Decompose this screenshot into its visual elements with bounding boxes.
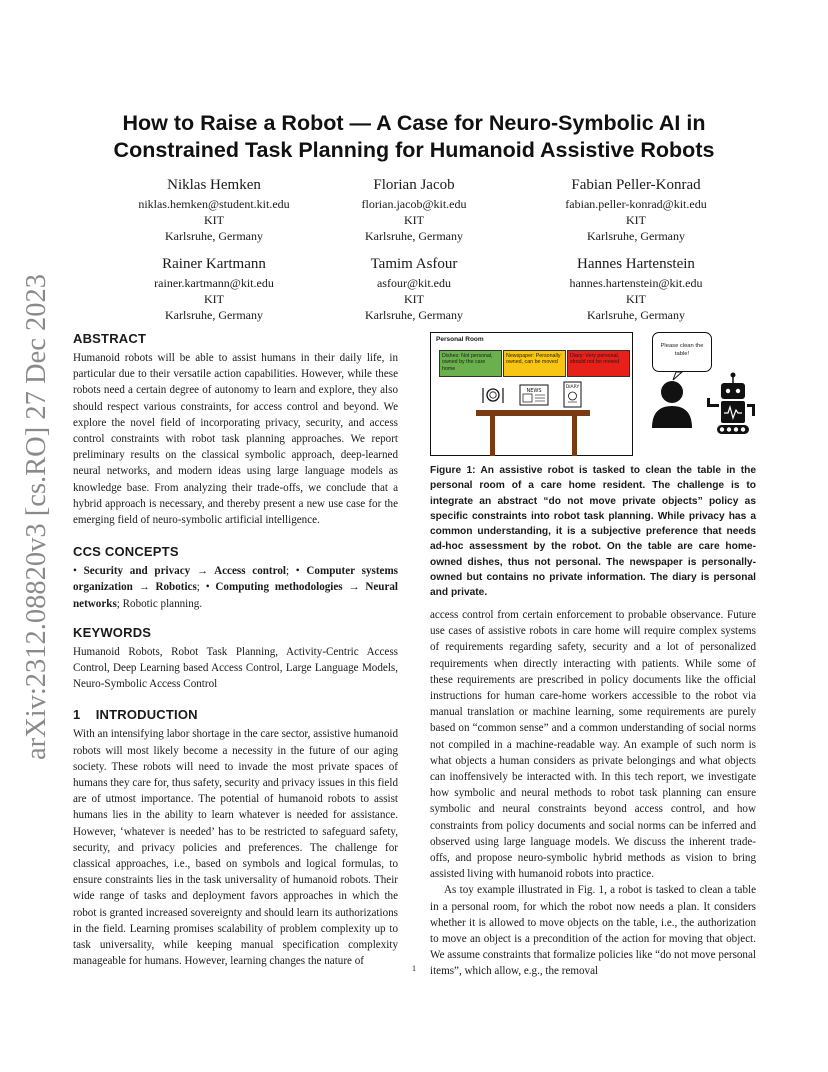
author-email: asfour@kit.edu bbox=[376, 276, 452, 290]
speech-bubble: Please clean the table! bbox=[652, 332, 712, 372]
author-location: Karlsruhe, Germany bbox=[587, 229, 685, 243]
author-name: Niklas Hemken bbox=[167, 177, 261, 193]
author-affiliation: KIT bbox=[404, 292, 424, 306]
author-location: Karlsruhe, Germany bbox=[165, 229, 263, 243]
author-block bbox=[516, 176, 756, 244]
ccs-concept: Robotic planning bbox=[122, 597, 200, 610]
abstract-heading: ABSTRACT bbox=[73, 331, 147, 346]
table-icon bbox=[476, 410, 590, 456]
keywords-heading: KEYWORDS bbox=[73, 624, 152, 640]
diary-label: DIARY bbox=[565, 384, 579, 390]
note-text: Newspaper: Personally owned, can be moved bbox=[506, 353, 561, 366]
ccs-concept: Security and privacy → Access control bbox=[83, 565, 286, 578]
figure-caption: Figure 1: An assistive robot is tasked to clean the table in the personal room of a care home resident. The challenge is to integrate an abstract “do not move private objects” policy as specific constraints into robot task planning. While privacy has a common understanding, it is a subjective preference that needs ad-hoc assessment by the robot. On the table are care home-owned dishes, thus not personal. The newspaper is personally-owned but contains no private information. The diary is personal and private. bbox=[430, 465, 756, 599]
newspaper-icon bbox=[520, 385, 548, 405]
author-location: Karlsruhe, Germany bbox=[365, 229, 463, 243]
figure-1 bbox=[430, 330, 760, 460]
dishes-icon bbox=[483, 388, 503, 403]
author-affiliation: KIT bbox=[404, 213, 424, 227]
author-location: Karlsruhe, Germany bbox=[365, 308, 463, 322]
author-name: Hannes Hartenstein bbox=[577, 256, 695, 272]
ccs-concept: Computer systems organization → Robotics bbox=[73, 565, 398, 594]
note-text: Dishes: Not personal, owned by the care home bbox=[442, 353, 493, 372]
author-affiliation: KIT bbox=[626, 213, 646, 227]
person-icon bbox=[652, 381, 692, 428]
author-block bbox=[294, 255, 534, 323]
author-location: Karlsruhe, Germany bbox=[165, 308, 263, 322]
author-email: florian.jacob@kit.edu bbox=[361, 197, 467, 211]
ccs-concepts: • Security and privacy → Access control; • Computer systems organization → Robotics; • Computing methodologies → Neural networks; Robotic planning. bbox=[73, 565, 399, 610]
note-text: Diary: Very personal, should not be moved bbox=[570, 353, 620, 366]
robot-icon bbox=[707, 373, 755, 435]
intro-paragraph: With an intensifying labor shortage in the care sector, assistive humanoid robots will most likely become a necessity in the future of our aging society. These robots will need to invade the most private spaces of humans they care for, thus safety, security and privacy issues in this field are of utmost importance. The potential of humanoid robots to assist humans lies in the ability to learn whatever is needed for assistance. However, ‘whatever is needed’ has to be restricted to safeguard safety, security, and privacy policies and preferences. The challenge for classical approaches, i.e., based on symbols and logical formulas, to ensure constraints lies in the task universality of humanoid robots. Their wide range of tasks and deployment favors approaches in which the robot is granted increased sovereignty and should learn its authorizations in the field. Learning promises scalability of problem complexity up to task universality, while keeping manual specification complexity manageable for humans. However, learning changes the nature of bbox=[73, 728, 398, 968]
arxiv-identifier: arXiv:2312.08820v3 [cs.RO] 27 Dec 2023 bbox=[21, 273, 52, 760]
author-name: Florian Jacob bbox=[373, 177, 455, 193]
bubble-tail bbox=[673, 372, 682, 380]
ccs-concept: Computing methodologies → Neural networks bbox=[73, 581, 399, 610]
section-title: INTRODUCTION bbox=[95, 707, 198, 723]
intro-paragraph: access control from certain enforcement to probable observance. Future use cases of assistive robots in care home will require complex systems of requirements regarding safety, security and a lot of personalized requirements when directly interacting with patients. While some of these requirements are prescribed in policy documents like the official instructions for human care-home workers accessible to the robot via manual translation or machine learning, some requirements are purely based on “common sense” and a common understanding of social norms not compiled in a machine-readable way. An example of such norm is what objects a human considers as private belongings and what objects can inoffensively be interacted with. In this tech report, we investigate how symbolic and neural methods to robot task planning can ensure symbolic and neural constraints beyond access control, and how constraints from policy documents and social norms can be inferred and observed using large language models. We discuss the inherent trade-offs, and propose neuro-symbolic hybrid methods as vision to bring assisted living with humanoid robots into practice. bbox=[430, 609, 756, 881]
author-affiliation: KIT bbox=[204, 292, 224, 306]
room-label: Personal Room bbox=[436, 336, 484, 343]
author-name: Fabian Peller-Konrad bbox=[571, 177, 701, 193]
keywords-text: Humanoid Robots, Robot Task Planning, Activity-Centric Access Control, Deep Learning based Access Control, Large Language Models, Neuro-Symbolic Access Control bbox=[73, 645, 398, 691]
author-block bbox=[516, 255, 756, 323]
author-email: niklas.hemken@student.kit.edu bbox=[138, 197, 290, 211]
paper-title: How to Raise a Robot — A Case for Neuro-Symbolic AI in Constrained Task Planning for Humanoid Assistive Robots bbox=[113, 111, 715, 162]
page-number: 1 bbox=[412, 964, 416, 973]
author-affiliation: KIT bbox=[204, 213, 224, 227]
author-name: Tamim Asfour bbox=[370, 256, 458, 272]
author-email: hannes.hartenstein@kit.edu bbox=[569, 276, 703, 290]
section-number: 1 bbox=[73, 707, 81, 723]
intro-paragraph: As toy example illustrated in Fig. 1, a robot is tasked to clean a table in a personal room, for which the robot now needs a plan. It considers whether it is allowed to move objects on the table, i.e., the authorization to move an object is a precondition of the action for moving that object. We assume constraints that formalize policies like “do not move personal items”, which allow, e.g., the removal bbox=[430, 884, 756, 978]
author-email: rainer.kartmann@kit.edu bbox=[154, 276, 274, 290]
newspaper-label: NEWS bbox=[525, 387, 542, 394]
abstract-text: Humanoid robots will be able to assist humans in their daily life, in particular due to their versatile action capabilities. However, while these robots need a certain degree of autonomy to learn and explore, they also should respect various constraints, for access control and beyond. We explore the novel field of incorporating privacy, security, and access control constraints with robot task planning approaches. We report preliminary results on the classical symbolic approach, deep-learned neural networks, and modern ideas using large language models as knowledge base. From analyzing their trade-offs, we conclude that a hybrid approach is necessary, and thereby present a new use case for the emerging field of neuro-symbolic artificial intelligence. bbox=[73, 352, 398, 527]
intro-heading bbox=[73, 707, 398, 723]
left-column bbox=[73, 331, 398, 970]
diary-icon bbox=[564, 382, 581, 407]
personal-room-box bbox=[430, 332, 633, 456]
author-email: fabian.peller-konrad@kit.edu bbox=[565, 197, 707, 211]
author-block bbox=[294, 176, 534, 244]
right-column bbox=[430, 607, 756, 980]
room-scene bbox=[430, 332, 633, 456]
author-location: Karlsruhe, Germany bbox=[587, 308, 685, 322]
author-name: Rainer Kartmann bbox=[162, 256, 266, 272]
ccs-heading: CCS CONCEPTS bbox=[73, 544, 179, 560]
author-affiliation: KIT bbox=[626, 292, 646, 306]
